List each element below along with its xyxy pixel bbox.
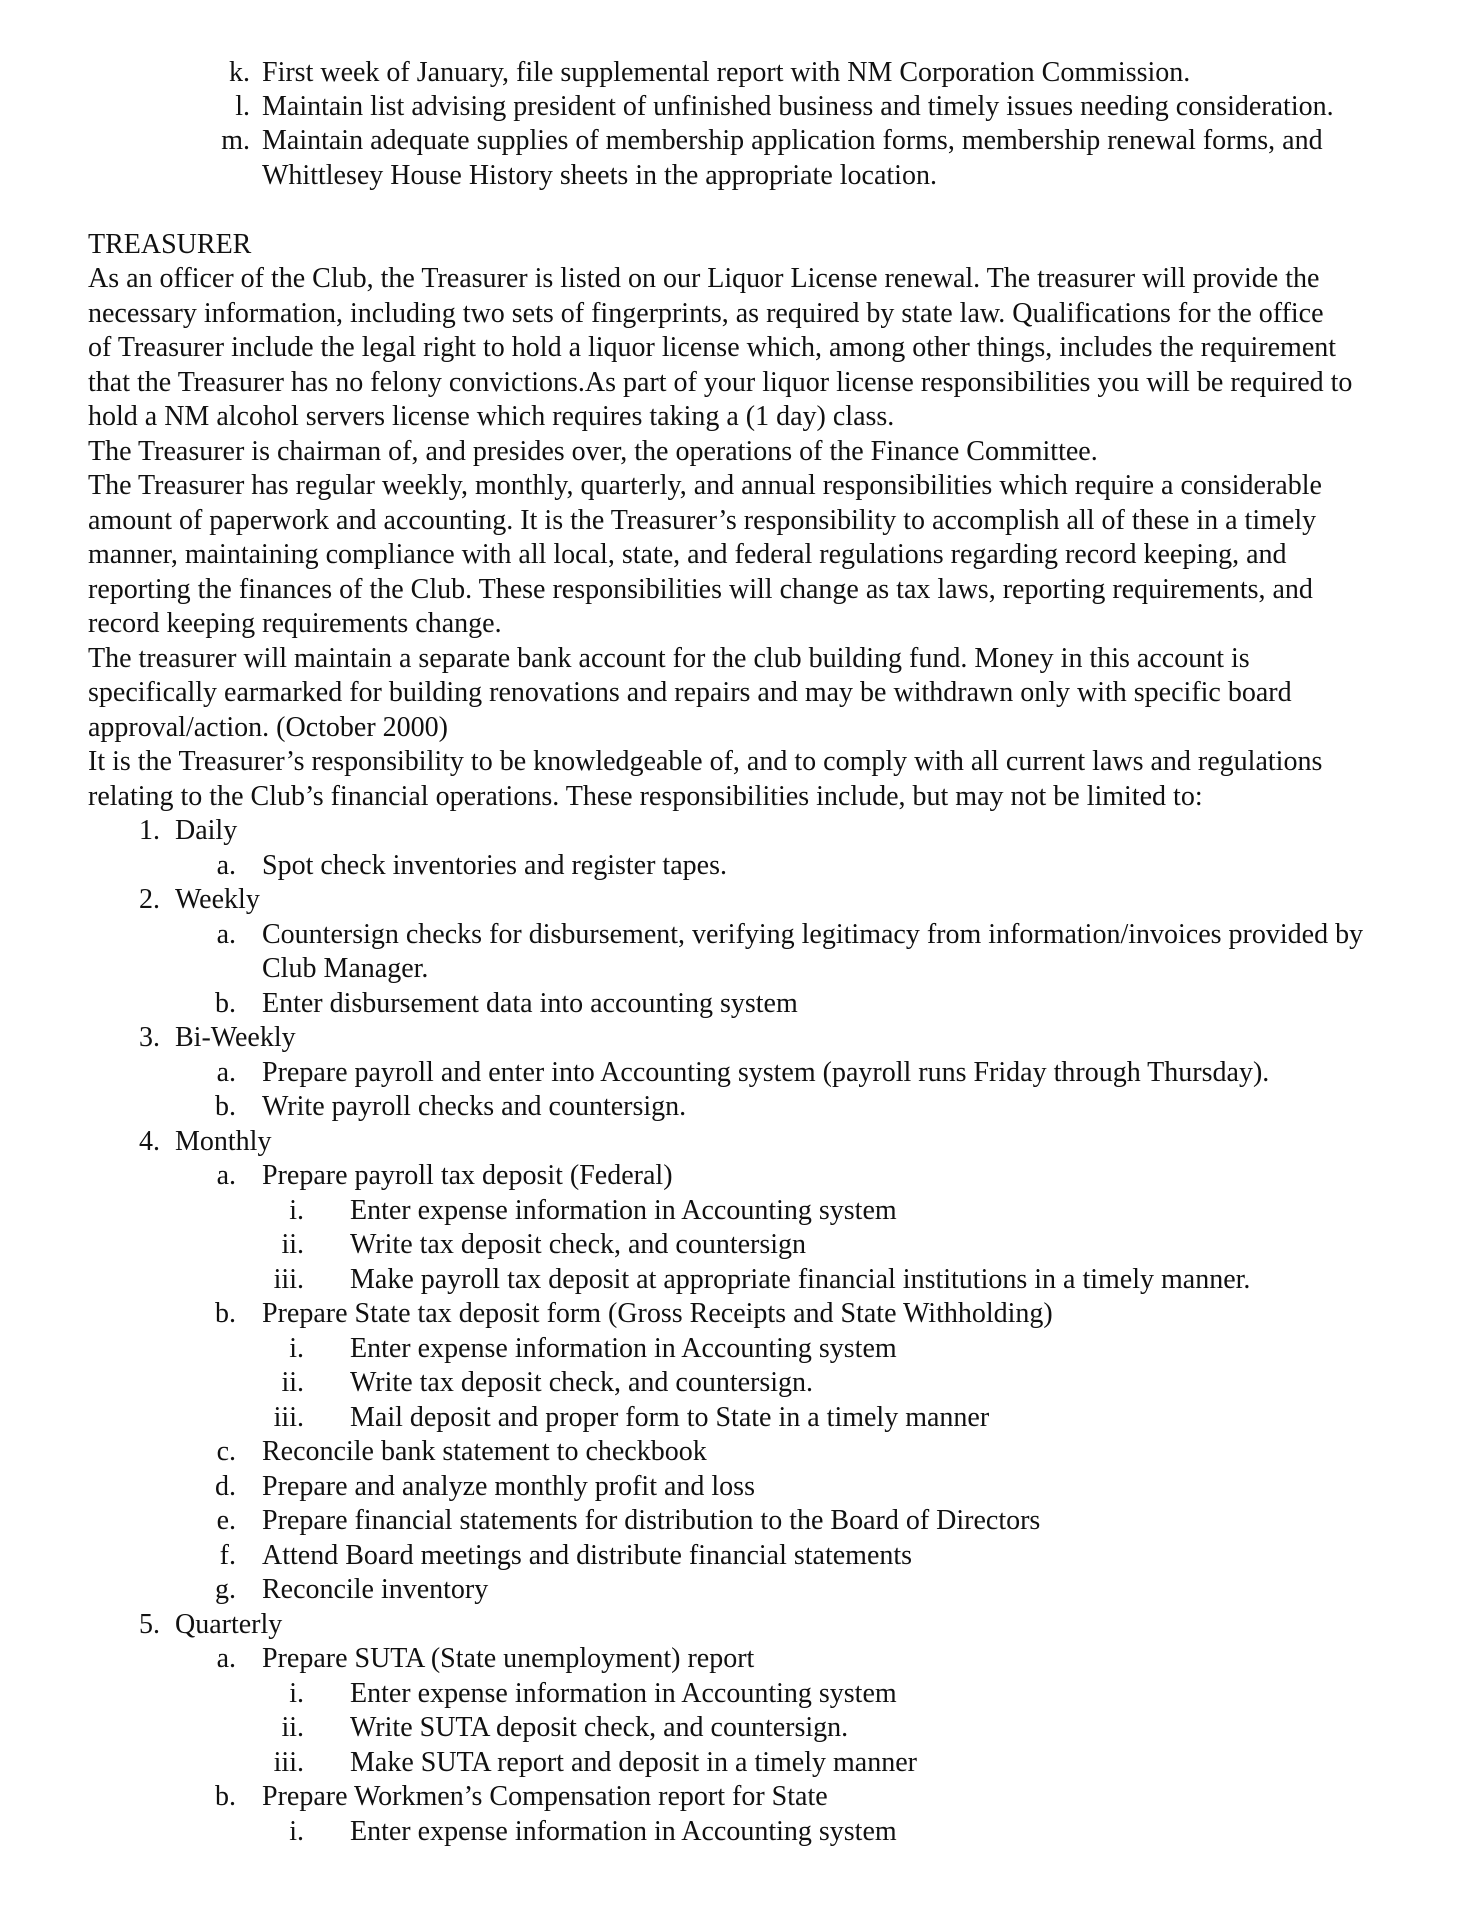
duty-item-text: Spot check inventories and register tapes. <box>262 850 727 881</box>
duty-title: Quarterly <box>175 1609 283 1640</box>
sub-item-text: Enter expense information in Accounting system <box>350 1333 897 1364</box>
sub-item-text: Make SUTA report and deposit in a timely manner <box>350 1747 917 1778</box>
duty-item-text: Prepare SUTA (State unemployment) report <box>262 1643 755 1674</box>
paragraph-line: specifically earmarked for building renovations and repairs and may be withdrawn only with specific board <box>88 677 1292 708</box>
paragraph-line: The treasurer will maintain a separate bank account for the club building fund. Money in this account is <box>88 643 1250 674</box>
sub-item-label: i. <box>289 1333 304 1364</box>
duty-item-text: Prepare financial statements for distribution to the Board of Directors <box>262 1505 1041 1536</box>
paragraph-line: approval/action. (October 2000) <box>88 712 448 743</box>
list-item-text: First week of January, file supplemental report with NM Corporation Commission. <box>262 57 1191 88</box>
paragraph-line: The Treasurer is chairman of, and presides over, the operations of the Finance Committee. <box>88 436 1098 467</box>
duty-item-text: Attend Board meetings and distribute financial statements <box>262 1540 913 1571</box>
sub-item-label: iii. <box>273 1747 304 1778</box>
paragraph-line: necessary information, including two sets of fingerprints, as required by state law. Qualifications for the office <box>88 298 1324 329</box>
duty-item-text: Club Manager. <box>262 953 429 984</box>
duty-item-label: d. <box>215 1471 236 1502</box>
duty-title: Bi-Weekly <box>175 1022 296 1053</box>
duty-title: Weekly <box>175 884 260 915</box>
sub-item-text: Write tax deposit check, and countersign. <box>350 1367 814 1398</box>
sub-item-label: i. <box>289 1195 304 1226</box>
sub-item-label: iii. <box>273 1402 304 1433</box>
sub-item-text: Enter expense information in Accounting system <box>350 1678 897 1709</box>
list-item-text: Whittlesey House History sheets in the appropriate location. <box>262 160 937 191</box>
list-item-label: k. <box>229 57 250 88</box>
list-item-label: l. <box>235 91 250 122</box>
duty-item-text: Enter disbursement data into accounting system <box>262 988 798 1019</box>
duty-title: Daily <box>175 815 238 846</box>
paragraph-line: reporting the finances of the Club. These responsibilities will change as tax laws, reporting requirements, and <box>88 574 1313 605</box>
duty-item-label: a. <box>216 1160 236 1191</box>
duty-item-text: Prepare payroll tax deposit (Federal) <box>262 1160 673 1191</box>
duty-item-text: Countersign checks for disbursement, verifying legitimacy from information/invoices provided by <box>262 919 1364 950</box>
paragraph-line: of Treasurer include the legal right to hold a liquor license which, among other things, includes the requirement <box>88 332 1337 363</box>
sub-item-text: Write tax deposit check, and countersign <box>350 1229 807 1260</box>
duty-number: 1. <box>139 815 160 846</box>
list-item-label: m. <box>221 125 250 156</box>
duty-item-text: Prepare State tax deposit form (Gross Receipts and State Withholding) <box>262 1298 1053 1329</box>
duty-item-label: g. <box>215 1574 236 1605</box>
duty-item-label: b. <box>215 1298 236 1329</box>
paragraph-line: record keeping requirements change. <box>88 608 502 639</box>
duty-title: Monthly <box>175 1126 272 1157</box>
sub-item-text: Enter expense information in Accounting system <box>350 1816 897 1847</box>
duty-item-label: f. <box>219 1540 236 1571</box>
sub-item-label: iii. <box>273 1264 304 1295</box>
duty-number: 2. <box>139 884 160 915</box>
section-heading: TREASURER <box>88 229 252 260</box>
duty-item-text: Prepare and analyze monthly profit and loss <box>262 1471 755 1502</box>
paragraph-line: manner, maintaining compliance with all local, state, and federal regulations regarding record keeping, and <box>88 539 1287 570</box>
sub-item-label: i. <box>289 1678 304 1709</box>
sub-item-text: Write SUTA deposit check, and countersign. <box>350 1712 849 1743</box>
sub-item-text: Enter expense information in Accounting system <box>350 1195 897 1226</box>
duty-item-label: b. <box>215 1091 236 1122</box>
duty-item-label: a. <box>216 919 236 950</box>
list-item-text: Maintain list advising president of unfinished business and timely issues needing consideration. <box>262 91 1334 122</box>
duty-item-label: b. <box>215 1781 236 1812</box>
duty-item-text: Prepare payroll and enter into Accounting system (payroll runs Friday through Thursday). <box>262 1057 1270 1088</box>
paragraph-line: hold a NM alcohol servers license which requires taking a (1 day) class. <box>88 401 895 432</box>
duty-item-label: e. <box>216 1505 236 1536</box>
paragraph-line: The Treasurer has regular weekly, monthly, quarterly, and annual responsibilities which require a considerable <box>88 470 1322 501</box>
duty-number: 4. <box>139 1126 160 1157</box>
duty-number: 3. <box>139 1022 160 1053</box>
duty-item-label: a. <box>216 850 236 881</box>
duty-item-label: a. <box>216 1643 236 1674</box>
duty-item-text: Reconcile bank statement to checkbook <box>262 1436 707 1467</box>
duty-item-text: Reconcile inventory <box>262 1574 489 1605</box>
sub-item-text: Make payroll tax deposit at appropriate financial institutions in a timely manner. <box>350 1264 1251 1295</box>
duty-number: 5. <box>139 1609 160 1640</box>
sub-item-label: ii. <box>281 1367 304 1398</box>
duty-item-text: Write payroll checks and countersign. <box>262 1091 687 1122</box>
sub-item-label: i. <box>289 1816 304 1847</box>
paragraph-line: that the Treasurer has no felony convictions.As part of your liquor license responsibilities you will be required to <box>88 367 1353 398</box>
paragraph-line: amount of paperwork and accounting. It is the Treasurer’s responsibility to accomplish all of these in a timely <box>88 505 1317 536</box>
paragraph-line: It is the Treasurer’s responsibility to be knowledgeable of, and to comply with all current laws and regulations <box>88 746 1323 777</box>
list-item-text: Maintain adequate supplies of membership application forms, membership renewal forms, and <box>262 125 1323 156</box>
paragraph-line: As an officer of the Club, the Treasurer is listed on our Liquor License renewal. The treasurer will provide the <box>88 263 1320 294</box>
sub-item-text: Mail deposit and proper form to State in a timely manner <box>350 1402 990 1433</box>
duty-item-label: c. <box>216 1436 236 1467</box>
duty-item-label: a. <box>216 1057 236 1088</box>
sub-item-label: ii. <box>281 1712 304 1743</box>
sub-item-label: ii. <box>281 1229 304 1260</box>
duty-item-text: Prepare Workmen’s Compensation report for State <box>262 1781 828 1812</box>
paragraph-line: relating to the Club’s financial operations. These responsibilities include, but may not be limited to: <box>88 781 1203 812</box>
duty-item-label: b. <box>215 988 236 1019</box>
